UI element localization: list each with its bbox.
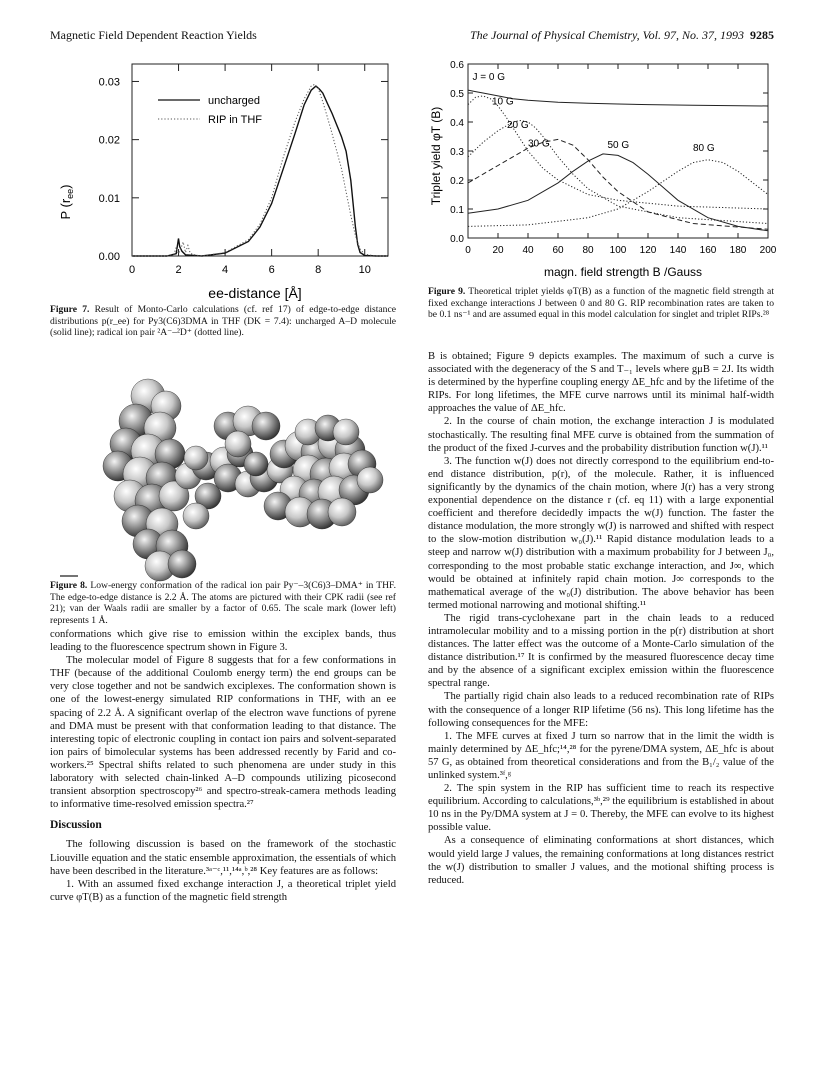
y-tick-label: 0.2 <box>450 176 464 187</box>
x-tick-label: 10 <box>358 264 371 276</box>
curve-label: 50 G <box>607 140 630 152</box>
atom-sphere <box>252 412 280 440</box>
figure-7-y-axis-label: P $(r_{ee})$ <box>58 184 75 220</box>
x-tick-label: 160 <box>699 245 717 256</box>
y-tick-label: 0.01 <box>98 192 120 205</box>
figure-9-chart <box>418 56 777 282</box>
figure-9-caption-text: Theoretical triplet yields φT(B) as a function of the magnetic field strength at fixed exchange interactions J between 0 and 80 G. RIP recombination rates are taken to be 0.1 ns⁻¹ and are assumed equal in this model calculation for singlet and triplet RIPs.²⁸ <box>428 286 774 321</box>
figure-7-lines <box>132 84 388 256</box>
figure-8-caption-text: Low-energy conformation of the radical ion pair Py⁻–3(C6)3–DMA⁺ in THF. The edge-to-edge distance is 2.2 Å. The atoms are pictured with their CPK radii (see ref 21); van der Waals radii are smaller by a factor of 0.65. The scale mark (lower left) represents 1 Å. <box>50 580 396 626</box>
x-tick-label: 20 <box>492 245 504 256</box>
curve-label: J = 0 G <box>472 71 506 83</box>
x-tick-label: 2 <box>175 264 182 276</box>
series-line-50-g <box>468 154 768 231</box>
figure-9-curve-labels <box>473 72 715 154</box>
x-tick-label: 120 <box>639 245 657 256</box>
left-column-text <box>50 628 396 904</box>
curve-label: 10 G <box>492 96 514 108</box>
curve-label: 80 G <box>693 143 715 154</box>
paragraph: The molecular model of Figure 8 suggests that for a few conformations in THF (because of the additional Coulomb energy term) the end groups can be very close together and not be sandwich exciplexes. The conformation shown is one of the lowest-energy simulated RIP conformations in THF, with an ee spacing of 2.2 Å. A significant overlap of the electron wave functions of pyrene and DMA must be present with that conformation leading to that distance. The interesting topic of electronic coupling in contact ion pairs and solvent-separated ion pairs of bimolecular systems has been addressed recently by Farid and co-workers.²⁵ Spectral shifts related to such phenomena are under study in this laboratory with selected chain-linked A–D compounds utilizing picosecond transient absorption spectroscopy²⁶ and spectro-streak-camera methods leading to informative time-resolved emission spectra.²⁷ <box>50 655 396 811</box>
legend-label: RIP in THF <box>208 114 262 126</box>
paragraph: 2. The spin system in the RIP has sufficient time to reach its respective equilibrium. According to calculations,³ᵇ,²⁹ the equilibrium is established in about 10 ns in the Py/DMA system at J = 0. Thereby, the MFE can evolve to its highest possible value. <box>428 783 774 834</box>
x-tick-label: 100 <box>609 245 627 256</box>
paragraph: 3. The function w(J) does not directly correspond to the equilibrium end-to-end distance distribution, p(r), of the molecule. Rather, it is influenced significantly by the dynamics of the chain motion, where J(r) has a very strong exponential dependence on the distance r (cf. eq 11) with a large exponential coefficient and therefore decidedly impacts the w(J) function. The faster the distance modulation, the more strongly w(J) is narrowed and shifted with respect to the slow-motion distribution w₀(J).¹¹ Rapid distance modulation leads to a steep and narrow w(J) distribution with a maximum probability for J between J₀, corresponding to the most probable static exchange interaction, and J∞, which would be obtained at infinitely rapid chain motion. J∞ corresponds to the mathematical average of the w₀(J) distribution. The above behavior has been termed motional narrowing and motional shifting.¹¹ <box>428 455 774 611</box>
figure-8-label: Figure 8. <box>50 580 88 591</box>
paragraph: 1. The MFE curves at fixed J turn so narrow that in the limit the width is mainly determined by ΔE_hfc;¹⁴,²⁸ for the pyrene/DMA system, ΔE_hfc is about 57 G, as obtained from theoretical considerations and from the B₁/₂ value of the unlinked system.³ᶠ,ᵍ <box>428 730 774 781</box>
figure-9-x-axis-label: magn. field strength B /Gauss <box>543 265 703 279</box>
y-tick-label: 0.00 <box>98 251 120 263</box>
y-tick-label: 0.6 <box>450 60 464 71</box>
figure-7-legend <box>158 95 262 126</box>
running-header-title: Magnetic Field Dependent Reaction Yields <box>50 28 257 42</box>
series-line-30-g <box>468 139 768 229</box>
figure-7-x-axis-label: ee-distance [Å] <box>208 285 302 301</box>
running-header-journal <box>470 28 774 42</box>
x-tick-label: 4 <box>222 264 229 276</box>
x-tick-label: 0 <box>465 245 471 256</box>
y-tick-label: 0.0 <box>450 234 464 245</box>
x-tick-label: 60 <box>552 245 564 256</box>
series-line-10-g <box>468 96 768 209</box>
x-tick-label: 140 <box>669 245 687 256</box>
figure-8-molecule-image <box>78 366 388 588</box>
atom-sphere <box>328 498 356 526</box>
y-tick-label: 0.3 <box>450 147 464 158</box>
y-tick-label: 0.4 <box>450 118 464 129</box>
x-tick-label: 200 <box>759 245 777 256</box>
y-tick-label: 0.03 <box>98 76 120 89</box>
figure-7-chart <box>60 52 400 304</box>
right-column-text <box>428 350 774 887</box>
atom-sphere <box>244 452 268 476</box>
atom-sphere <box>357 467 383 493</box>
paragraph: The rigid trans-cyclohexane part in the chain leads to a reduced intramolecular mobility and to a missing portion in the p(r) distribution at short distances. The latter effect was the outcome of a Monte-Carlo simulation of the distance distribution.¹⁷ It is confirmed by the measured fluorescence decay time and by the absence of a significant exciplex emission within the fluorescence spectral range. <box>428 612 774 690</box>
figure-9-y-axis-label: Triplet yield φT (B) <box>429 106 443 206</box>
journal-citation: The Journal of Physical Chemistry, Vol. 97, No. 37, 1993 <box>470 28 744 42</box>
x-tick-label: 8 <box>315 264 322 276</box>
atom-sphere <box>168 550 196 578</box>
atom-sphere <box>225 431 251 457</box>
x-tick-label: 180 <box>729 245 747 256</box>
paragraph: As a consequence of eliminating conformations at short distances, which would yield large J values, the remaining conformations at long distances restrict the w(J) distribution to smaller J values, and the motional shifting process is reduced. <box>428 835 774 886</box>
legend-label: uncharged <box>208 95 260 107</box>
atom-sphere <box>333 419 359 445</box>
figure-8-caption <box>50 580 396 626</box>
paragraph: conformations which give rise to emission within the exciplex bands, thus leading to the fluorescence spectrum shown in Figure 3. <box>50 629 396 654</box>
figure-7-label: Figure 7. <box>50 304 90 315</box>
figure-7-caption-text: Result of Monto-Carlo calculations (cf. ref 17) of edge-to-edge distance distributions p(r_ee) for Py3(C6)3DMA in THF (DK = 7.4): uncharged A–D molecule (solid line); radical ion pair ²A⁻–²D⁺ (dotted line). <box>50 304 396 339</box>
curve-label: 30 G <box>528 138 550 150</box>
series-line-uncharged <box>132 86 388 256</box>
page-number: 9285 <box>750 28 774 42</box>
atom-sphere <box>184 446 208 470</box>
figure-9-caption <box>428 286 774 321</box>
molecule-atoms <box>103 379 383 581</box>
figure-9-lines <box>468 90 768 231</box>
x-tick-label: 0 <box>128 264 136 276</box>
series-line-80-g <box>468 160 768 227</box>
x-tick-label: 6 <box>268 264 275 276</box>
paragraph: The partially rigid chain also leads to a reduced recombination rate of RIPs with the consequence of a longer RIP lifetime (56 ns). This long lifetime has the following consequences for the MFE: <box>428 691 774 729</box>
x-tick-label: 40 <box>522 245 534 256</box>
paragraph: B is obtained; Figure 9 depicts examples. The maximum of such a curve is associated with the degeneracy of the S and T₋₁ levels where gμB = 2J. Its width is determined by the hyperfine coupling energy ΔE_hfc and by the lifetime of the RIPs. For long lifetimes, the MFE curve narrows until its minimal half-width approaches the value of ΔE_hfc. <box>428 351 774 415</box>
x-tick-label: 80 <box>582 245 594 256</box>
y-tick-label: 0.02 <box>98 134 120 147</box>
figure-7-caption <box>50 304 396 339</box>
figure-9-label: Figure 9. <box>428 286 466 297</box>
paragraph: 2. In the course of chain motion, the exchange interaction J is modulated stochastically. The resulting final MFE curve is obtained from the summation of the product of the fixed J-curves and the probability distribution function w(J).¹¹ <box>428 416 774 454</box>
paragraph: The following discussion is based on the framework of the stochastic Liouville equation and the static ensemble approximation, the essentials of which have been described in the literature.³ᵃ⁻ᶜ,¹¹,¹⁴ᵃ,ᵇ,²⁸ Key features are as follows: <box>50 839 396 877</box>
y-tick-label: 0.1 <box>450 205 464 216</box>
curve-label: 20 G <box>507 119 529 131</box>
scale-mark <box>58 572 88 580</box>
paragraph: 1. With an assumed fixed exchange interaction J, a theoretical triplet yield curve φT(B) as a function of the magnetic field strength <box>50 878 396 903</box>
section-heading-discussion: Discussion <box>50 819 102 832</box>
y-tick-label: 0.5 <box>450 89 464 100</box>
atom-sphere <box>183 503 209 529</box>
